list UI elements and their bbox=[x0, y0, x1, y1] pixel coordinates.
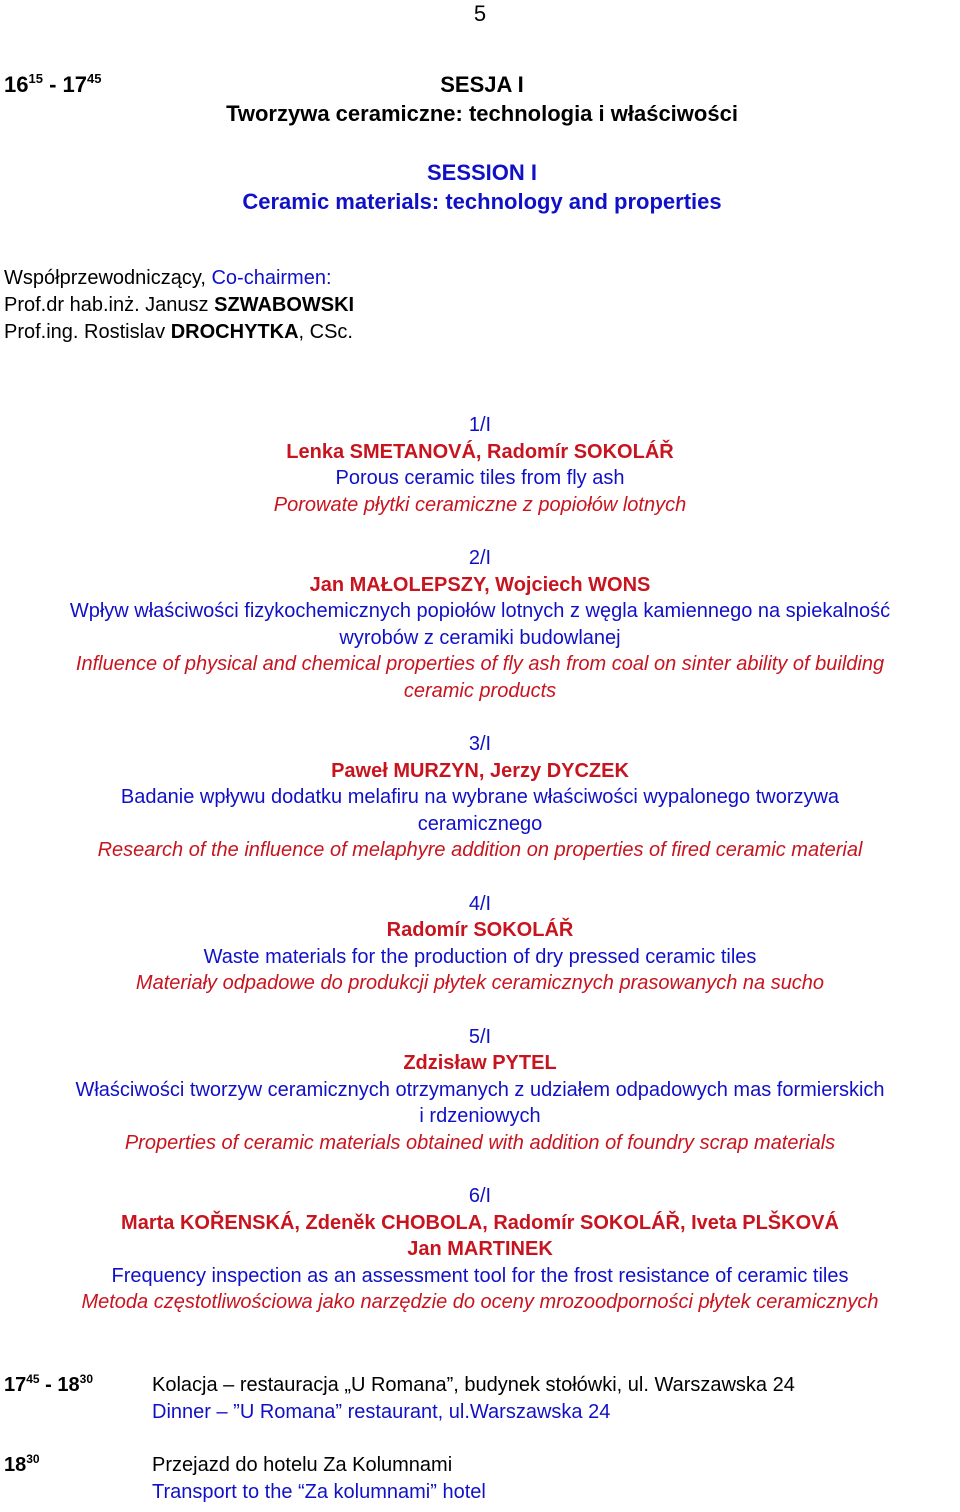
paper-entry bbox=[0, 545, 960, 704]
paper-title-secondary: Influence of physical and chemical properties of fly ash from coal on sinter ability of building bbox=[75, 653, 885, 675]
paper-title-primary: Właściwości tworzyw ceramicznych otrzymanych z udziałem odpadowych mas formierskich bbox=[75, 1078, 885, 1101]
chairman-2-surname: DROCHYTKA bbox=[170, 321, 299, 343]
dinner-time-separator: - bbox=[39, 1374, 58, 1396]
paper-number: 2/I bbox=[468, 547, 492, 569]
paper-number: 1/I bbox=[468, 414, 492, 436]
paper-authors: Zdzisław PYTEL bbox=[403, 1052, 557, 1074]
paper-authors: Paweł MURZYN, Jerzy DYCZEK bbox=[331, 759, 629, 782]
transport-text-pl: Przejazd do hotelu Za Kolumnami bbox=[152, 1454, 453, 1476]
paper-title-primary: wyrobów z ceramiki budowlanej bbox=[339, 626, 621, 649]
co-chairmen bbox=[4, 265, 354, 346]
paper-title-secondary: Properties of ceramic materials obtained with addition of foundry scrap materials bbox=[124, 1131, 836, 1154]
paper-title-secondary: Materiały odpadowe do produkcji płytek ceramicznych prasowanych na sucho bbox=[135, 972, 825, 994]
transport-description bbox=[152, 1452, 486, 1506]
paper-title-secondary: ceramic products bbox=[403, 679, 557, 702]
session-title-pl: SESJA I bbox=[440, 72, 524, 97]
chairman-2-suffix: , CSc. bbox=[298, 321, 353, 343]
session-heading-en bbox=[152, 158, 812, 216]
paper-title-secondary: Research of the influence of melaphyre addition on properties of fired ceramic material bbox=[97, 839, 863, 861]
dinner-start-hour: 17 bbox=[4, 1374, 27, 1396]
paper-authors: Lenka SMETANOVÁ, Radomír SOKOLÁŘ bbox=[286, 440, 674, 463]
co-chairmen-label-pl: Współprzewodniczący, bbox=[4, 267, 212, 289]
paper-entry bbox=[0, 1024, 960, 1157]
paper-number: 3/I bbox=[468, 733, 492, 755]
paper-title-primary: Frequency inspection as an assessment tool for the frost resistance of ceramic tiles bbox=[111, 1264, 849, 1287]
paper-authors: Radomír SOKOLÁŘ bbox=[386, 919, 574, 941]
paper-entry bbox=[0, 1183, 960, 1316]
paper-number: 6/I bbox=[468, 1185, 492, 1207]
paper-title-secondary: Metoda częstotliwościowa jako narzędzie do oceny mrozoodporności płytek ceramicznych bbox=[81, 1291, 879, 1313]
session-heading-pl bbox=[152, 70, 812, 128]
paper-number: 5/I bbox=[468, 1025, 492, 1048]
transport-time bbox=[4, 1452, 40, 1479]
session-subtitle-pl: Tworzywa ceramiczne: technologia i właściwości bbox=[226, 101, 738, 126]
session-start-hour: 16 bbox=[4, 72, 29, 97]
session-end-hour: 17 bbox=[62, 72, 87, 97]
page-number: 5 bbox=[473, 1, 487, 26]
session-subtitle-en: Ceramic materials: technology and properties bbox=[242, 189, 722, 214]
transport-text-en: Transport to the “Za kolumnami” hotel bbox=[152, 1481, 486, 1503]
paper-title-primary: Waste materials for the production of dry pressed ceramic tiles bbox=[203, 945, 757, 968]
dinner-text-en: Dinner – ”U Romana” restaurant, ul.Warszawska 24 bbox=[152, 1401, 611, 1423]
chairman-1-prefix: Prof.dr hab.inż. Janusz bbox=[4, 294, 215, 316]
dinner-end-minutes: 30 bbox=[79, 1372, 93, 1386]
dinner-description bbox=[152, 1372, 795, 1426]
dinner-time bbox=[4, 1372, 93, 1399]
chairman-1 bbox=[4, 292, 354, 319]
dinner-end-hour: 18 bbox=[57, 1374, 80, 1396]
chairman-2-prefix: Prof.ing. Rostislav bbox=[4, 321, 171, 343]
transport-start-minutes: 30 bbox=[26, 1452, 40, 1466]
paper-number: 4/I bbox=[468, 892, 492, 915]
session-title-en: SESSION I bbox=[426, 160, 538, 185]
session-time bbox=[4, 70, 101, 100]
chairman-1-surname: SZWABOWSKI bbox=[214, 294, 355, 316]
paper-authors: Marta KOŘENSKÁ, Zdeněk CHOBOLA, Radomír SOKOLÁŘ, Iveta PLŠKOVÁ bbox=[121, 1211, 839, 1234]
session-time-separator: - bbox=[42, 72, 63, 97]
paper-entry bbox=[0, 891, 960, 997]
transport-start-hour: 18 bbox=[4, 1454, 27, 1476]
session-end-minutes: 45 bbox=[87, 71, 102, 86]
paper-title-primary: Wpływ właściwości fizykochemicznych popiołów lotnych z węgla kamiennego na spiekalność bbox=[69, 600, 891, 622]
paper-entry bbox=[0, 731, 960, 864]
paper-title-secondary: Porowate płytki ceramiczne z popiołów lotnych bbox=[273, 493, 687, 516]
co-chairmen-label-en: Co-chairmen: bbox=[211, 267, 332, 289]
paper-title-primary: Porous ceramic tiles from fly ash bbox=[335, 467, 625, 489]
dinner-text-pl: Kolacja – restauracja „U Romana”, budynek stołówki, ul. Warszawska 24 bbox=[152, 1374, 795, 1396]
session-start-minutes: 15 bbox=[28, 71, 43, 86]
paper-authors: Jan MARTINEK bbox=[407, 1238, 553, 1260]
paper-list bbox=[0, 412, 960, 1343]
paper-authors: Jan MAŁOLEPSZY, Wojciech WONS bbox=[309, 573, 651, 596]
chairman-2 bbox=[4, 319, 354, 346]
paper-title-primary: ceramicznego bbox=[417, 812, 543, 835]
paper-entry bbox=[0, 412, 960, 518]
paper-title-primary: Badanie wpływu dodatku melafiru na wybrane właściwości wypalonego tworzywa bbox=[120, 786, 840, 808]
paper-title-primary: i rdzeniowych bbox=[419, 1105, 541, 1127]
co-chairmen-label bbox=[4, 265, 354, 292]
dinner-start-minutes: 45 bbox=[26, 1372, 40, 1386]
